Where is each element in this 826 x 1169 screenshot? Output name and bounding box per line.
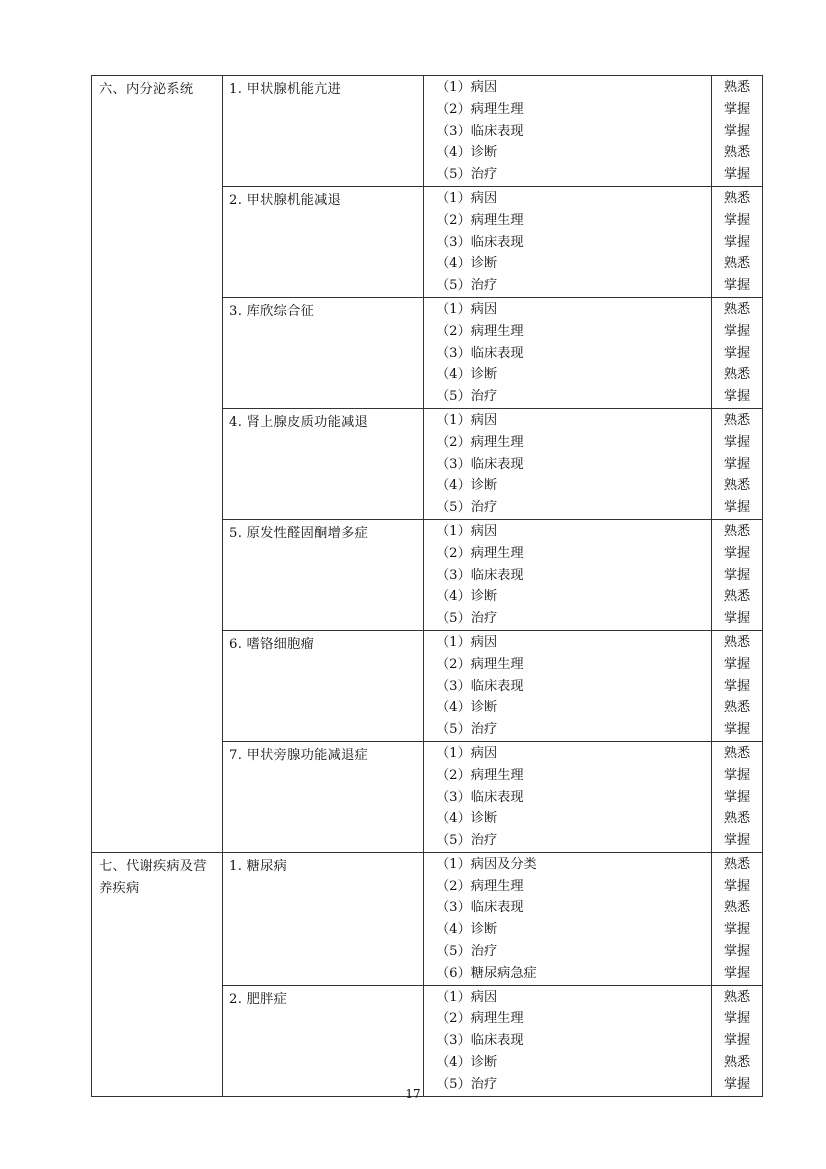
disease-cell: [223, 741, 424, 852]
requirement-level: 掌握: [723, 767, 751, 783]
requirement-level: 掌握: [723, 1011, 751, 1027]
content-item: （3）临床表现: [436, 345, 524, 361]
disease-name: 3. 库欣综合征: [229, 303, 315, 319]
content-item: （2）病理生理: [436, 434, 524, 450]
requirement-level: 熟悉: [723, 190, 751, 206]
content-item: （5）治疗: [436, 1076, 498, 1092]
requirement-level: 掌握: [723, 123, 751, 139]
requirement-level: 掌握: [723, 878, 751, 894]
disease-cell: [223, 76, 424, 187]
content-items-cell: [424, 76, 712, 187]
disease-name: 2. 肥胖症: [229, 991, 288, 1007]
requirement-level-cell: [712, 186, 763, 297]
content-item: （1）病因: [436, 745, 498, 761]
requirement-level-cell: [712, 408, 763, 519]
disease-cell: [223, 852, 424, 985]
content-item: （2）病理生理: [436, 101, 524, 117]
requirement-level-cell: [712, 76, 763, 187]
system-cell: [92, 852, 223, 1096]
content-item: （5）治疗: [436, 611, 498, 627]
requirement-level: 熟悉: [723, 589, 751, 605]
content-item: （4）诊断: [436, 922, 498, 938]
content-item: （2）病理生理: [436, 767, 524, 783]
system-name: 六、内分泌系统: [99, 82, 194, 97]
content-item: （1）病因: [436, 523, 498, 539]
system-name: 七、代谢疾病及营养疾病: [99, 858, 207, 896]
requirement-level-cell: [712, 985, 763, 1096]
content-item: （1）病因: [436, 301, 498, 317]
requirement-level: 熟悉: [723, 745, 751, 761]
content-item: （4）诊断: [436, 478, 498, 494]
content-items-cell: [424, 985, 712, 1096]
content-items-cell: [424, 519, 712, 630]
disease-cell: [223, 297, 424, 408]
requirement-level: 掌握: [723, 389, 751, 405]
requirement-level: 掌握: [723, 567, 751, 583]
disease-cell: [223, 985, 424, 1096]
requirement-level: 掌握: [723, 722, 751, 738]
content-item: （5）治疗: [436, 500, 498, 516]
content-items-cell: [424, 297, 712, 408]
disease-row: [92, 852, 763, 985]
requirement-level: 熟悉: [723, 811, 751, 827]
disease-name: 4. 肾上腺皮质功能减退: [229, 414, 369, 430]
requirement-level: 掌握: [723, 167, 751, 183]
content-items-cell: [424, 741, 712, 852]
requirement-level-cell: [712, 297, 763, 408]
content-item: （2）病理生理: [436, 323, 524, 339]
requirement-level: 掌握: [723, 212, 751, 228]
requirement-level: 掌握: [723, 101, 751, 117]
content-item: （4）诊断: [436, 145, 498, 161]
content-item: （5）治疗: [436, 944, 498, 960]
content-item: （4）诊断: [436, 1055, 498, 1071]
requirement-level: 掌握: [723, 965, 751, 981]
requirement-level: 熟悉: [723, 367, 751, 383]
requirement-level: 掌握: [723, 345, 751, 361]
requirement-level: 熟悉: [723, 301, 751, 317]
requirement-level: 熟悉: [723, 1055, 751, 1071]
requirement-level: 熟悉: [723, 256, 751, 272]
requirement-level: 掌握: [723, 500, 751, 516]
requirement-level: 熟悉: [723, 478, 751, 494]
requirement-level: 掌握: [723, 833, 751, 849]
requirement-level: 熟悉: [723, 80, 751, 95]
requirement-level: 掌握: [723, 545, 751, 561]
disease-row: [92, 76, 763, 187]
requirement-level: 熟悉: [723, 523, 751, 539]
content-items-cell: [424, 186, 712, 297]
requirement-level-cell: [712, 519, 763, 630]
requirement-level: 掌握: [723, 1076, 751, 1092]
disease-cell: [223, 186, 424, 297]
requirement-level: 熟悉: [723, 989, 751, 1005]
content-items-cell: [424, 630, 712, 741]
requirement-level: 熟悉: [723, 856, 751, 872]
requirement-level: 掌握: [723, 656, 751, 672]
content-item: （3）临床表现: [436, 234, 524, 250]
content-item: （5）治疗: [436, 833, 498, 849]
content-item: （3）临床表现: [436, 900, 524, 916]
content-item: （5）治疗: [436, 167, 498, 183]
requirement-level: 熟悉: [723, 634, 751, 650]
content-item: （3）临床表现: [436, 567, 524, 583]
page-number: 17: [405, 1087, 421, 1101]
content-item: （5）治疗: [436, 722, 498, 738]
requirement-level: 掌握: [723, 678, 751, 694]
content-item: （2）病理生理: [436, 1011, 524, 1027]
disease-name: 6. 嗜铬细胞瘤: [229, 636, 315, 652]
requirement-level: 掌握: [723, 456, 751, 472]
system-cell: [92, 76, 223, 853]
content-item: （1）病因: [436, 80, 498, 95]
content-item: （3）临床表现: [436, 123, 524, 139]
requirement-level: 掌握: [723, 922, 751, 938]
content-item: （3）临床表现: [436, 789, 524, 805]
content-item: （4）诊断: [436, 256, 498, 272]
content-item: （3）临床表现: [436, 678, 524, 694]
disease-name: 1. 糖尿病: [229, 858, 288, 874]
content-item: （2）病理生理: [436, 656, 524, 672]
disease-cell: [223, 630, 424, 741]
requirement-level: 掌握: [723, 234, 751, 250]
disease-cell: [223, 408, 424, 519]
content-item: （1）病因及分类: [436, 856, 537, 872]
syllabus-table-body: [92, 76, 763, 1097]
requirement-level: 掌握: [723, 611, 751, 627]
content-items-cell: [424, 852, 712, 985]
disease-cell: [223, 519, 424, 630]
requirement-level-cell: [712, 852, 763, 985]
requirement-level: 掌握: [723, 323, 751, 339]
requirement-level: 掌握: [723, 278, 751, 294]
content-items-cell: [424, 408, 712, 519]
content-item: （2）病理生理: [436, 878, 524, 894]
syllabus-table: [91, 75, 763, 1097]
content-item: （1）病因: [436, 412, 498, 428]
content-item: （5）治疗: [436, 389, 498, 405]
requirement-level: 掌握: [723, 944, 751, 960]
content-item: （1）病因: [436, 190, 498, 206]
disease-name: 7. 甲状旁腺功能减退症: [229, 747, 369, 763]
requirement-level-cell: [712, 630, 763, 741]
requirement-level: 熟悉: [723, 412, 751, 428]
requirement-level-cell: [712, 741, 763, 852]
content-item: （5）治疗: [436, 278, 498, 294]
requirement-level: 熟悉: [723, 900, 751, 916]
content-item: （6）糖尿病急症: [436, 965, 537, 981]
requirement-level: 掌握: [723, 1033, 751, 1049]
requirement-level: 熟悉: [723, 700, 751, 716]
requirement-level: 熟悉: [723, 145, 751, 161]
content-item: （4）诊断: [436, 367, 498, 383]
content-item: （2）病理生理: [436, 212, 524, 228]
requirement-level: 掌握: [723, 789, 751, 805]
disease-name: 2. 甲状腺机能减退: [229, 192, 342, 208]
content-item: （4）诊断: [436, 589, 498, 605]
content-item: （4）诊断: [436, 700, 498, 716]
disease-name: 5. 原发性醛固酮增多症: [229, 525, 369, 541]
disease-name: 1. 甲状腺机能亢进: [229, 82, 342, 97]
content-item: （1）病因: [436, 989, 498, 1005]
content-item: （3）临床表现: [436, 1033, 524, 1049]
requirement-level: 掌握: [723, 434, 751, 450]
content-item: （2）病理生理: [436, 545, 524, 561]
content-item: （3）临床表现: [436, 456, 524, 472]
content-item: （1）病因: [436, 634, 498, 650]
content-item: （4）诊断: [436, 811, 498, 827]
